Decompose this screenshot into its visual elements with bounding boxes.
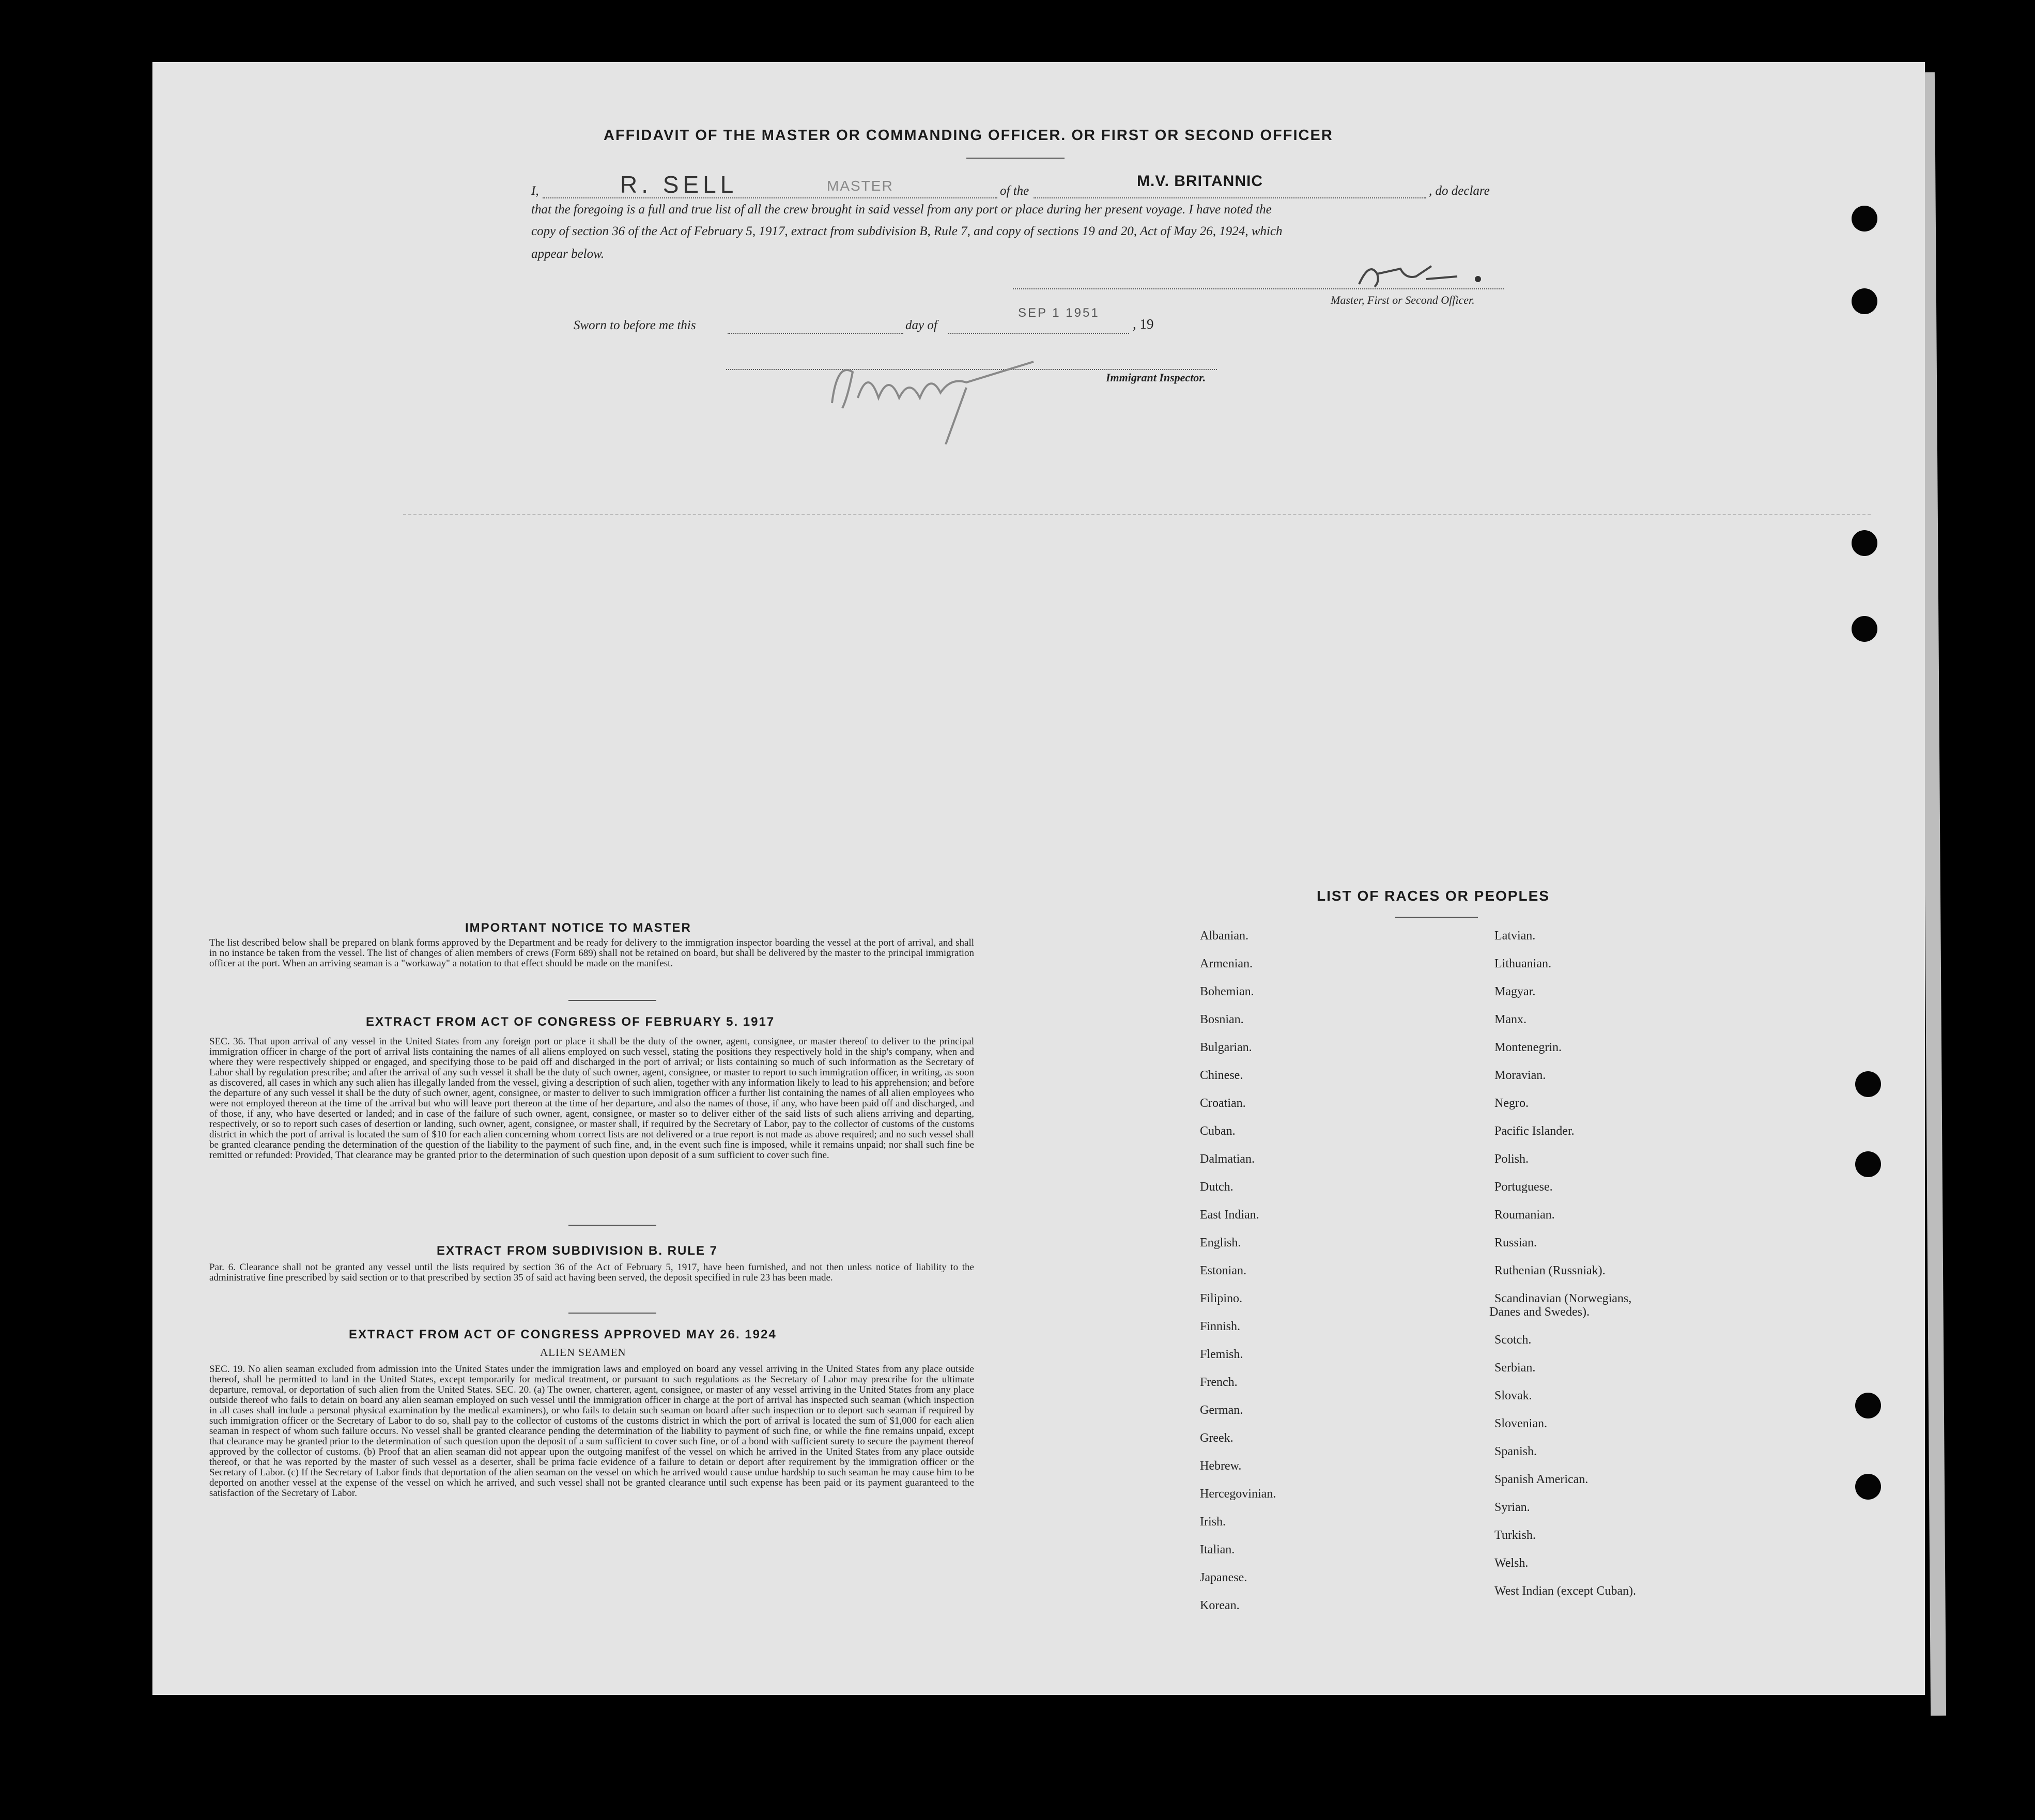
sworn-month-line: [948, 332, 1129, 334]
race-item: French.: [1200, 1376, 1238, 1389]
notice-heading: IMPORTANT NOTICE TO MASTER: [465, 921, 691, 935]
race-item: Ruthenian (Russniak).: [1494, 1264, 1606, 1277]
race-item: Italian.: [1200, 1543, 1235, 1556]
race-item: Syrian.: [1494, 1501, 1530, 1514]
extract-1917-heading: EXTRACT FROM ACT OF CONGRESS OF FEBRUARY 5. 1917: [366, 1015, 775, 1029]
affidavit-text-line-2: copy of section 36 of the Act of February 5, 1917, extract from subdivision B, Rule 7, and copy of sections 19 and 20, Act of May 26, 1924, which: [531, 224, 1283, 238]
race-item: Armenian.: [1200, 957, 1253, 970]
race-item: Filipino.: [1200, 1292, 1243, 1305]
race-item: Spanish American.: [1494, 1473, 1589, 1486]
race-item: Japanese.: [1200, 1571, 1247, 1584]
race-item: Hercegovinian.: [1200, 1487, 1276, 1501]
race-item: Finnish.: [1200, 1320, 1241, 1333]
subdivision-text: Par. 6. Clearance shall not be granted any vessel until the lists required by section 36 of the Act of February 5, 1917, have been furnished, and not then unless notice of liability to the administrative fine prescribed by said section or to that prescribed by section 35 of said act having been served, the deposit specified in rule 23 has been made.: [209, 1262, 974, 1283]
race-item: Bosnian.: [1200, 1013, 1244, 1026]
master-name: R. SELL: [620, 171, 738, 198]
race-item: Scotch.: [1494, 1333, 1532, 1347]
fold-line: [403, 514, 1871, 515]
race-item: Chinese.: [1200, 1069, 1243, 1082]
day-of-label: day of: [905, 318, 937, 332]
title-rule: [966, 158, 1065, 159]
punch-hole: [1855, 1393, 1881, 1418]
race-item: Spanish.: [1494, 1445, 1537, 1458]
race-item: Russian.: [1494, 1236, 1537, 1250]
race-item: West Indian (except Cuban).: [1494, 1584, 1636, 1598]
affidavit-title: AFFIDAVIT OF THE MASTER OR COMMANDING OFFICER. OR FIRST OR SECOND OFFICER: [604, 127, 1333, 144]
race-item: Welsh.: [1494, 1556, 1529, 1570]
race-item: Portuguese.: [1494, 1180, 1553, 1194]
inspector-signature: [816, 341, 1065, 444]
race-item: German.: [1200, 1403, 1243, 1417]
master-name-line: [543, 196, 997, 198]
race-item: Cuban.: [1200, 1124, 1236, 1138]
race-item: Turkish.: [1494, 1529, 1536, 1542]
divider: [568, 1000, 656, 1001]
race-item: Manx.: [1494, 1013, 1527, 1026]
race-item: Flemish.: [1200, 1348, 1243, 1361]
notice-text: The list described below shall be prepared on blank forms approved by the Department and be ready for delivery to the immigration inspector boarding the vessel at the port of arrival, and shall in no instance be taken from the vessel. The list of changes of alien members of crews (Form 689) shall not be retained on board, but shall be delivered by the master to the principal immigration officer at the port. When an arriving seaman is a "workaway" a notation to that effect should be made on the manifest.: [209, 937, 974, 969]
race-item: Bohemian.: [1200, 985, 1254, 998]
race-item: Albanian.: [1200, 929, 1248, 943]
sworn-day-line: [728, 332, 903, 334]
punch-hole: [1855, 1474, 1881, 1500]
affidavit-text-line-1: that the foregoing is a full and true list of all the crew brought in said vessel from any port or place during her present voyage. I have noted the: [531, 203, 1272, 217]
race-item: Estonian.: [1200, 1264, 1246, 1277]
master-signature: [1354, 258, 1499, 295]
race-item: Bulgarian.: [1200, 1041, 1252, 1054]
subdivision-heading: EXTRACT FROM SUBDIVISION B. RULE 7: [437, 1244, 718, 1258]
race-item: Serbian.: [1494, 1361, 1536, 1375]
punch-hole: [1852, 530, 1877, 556]
race-item: Moravian.: [1494, 1069, 1546, 1082]
race-item: Polish.: [1494, 1152, 1529, 1166]
race-item: Irish.: [1200, 1515, 1226, 1529]
race-item: Slovenian.: [1494, 1417, 1547, 1430]
sworn-label: Sworn to before me this: [574, 318, 696, 332]
punch-hole: [1852, 206, 1877, 232]
extract-1924-text: SEC. 19. No alien seaman excluded from admission into the United States under the immigration laws and employed on board any vessel arriving in the United States from any place outside thereof, shall be permitted to land in the United States, except temporarily for medical treatment, or pursuant to such regulations as the Secretary of Labor may prescribe for the ultimate departure, removal, or deportation of such alien from the United States. SEC. 20. (a) The owner, charterer, agent, consignee, or master of any vessel arriving in the United States from any place outside thereof who fails to detain on board any alien seaman employed on such vessel until the immigration officer in charge at the port of arrival has inspected such seaman (which inspection in all cases shall include a personal physical examination by the medical examiners), or who fails to detain such seaman on board after such inspection or to deport such seaman if required by such immigration officer or the Secretary of Labor to do so, shall pay to the collector of customs of the customs district in which the port of arrival is located the sum of $1,000 for each alien seaman in respect of whom such failure occurs. No vessel shall be granted clearance pending the determination of the liability to payment of such fine, or while the fine remains unpaid, except that clearance may be granted prior to the determination of such question upon the deposit of a sum sufficient to cover such fine, or of a bond with sufficient surety to secure the payment thereof approved by the collector of customs. (b) Proof that an alien seaman did not appear upon the outgoing manifest of the vessel on which he arrived in the United States from any place outside thereof, or that he was reported by the master of such vessel as a deserter, shall be prima facie evidence of a failure to detain or deport after requirement by the immigration officer or the Secretary of Labor. (c) If the Secretary of Labor finds that deportation of the alien seaman on the vessel on which he arrived would cause undue hardship to such seaman he may cause him to be deported on another vessel at the expense of the vessel on which he arrived, and such vessel shall not be granted clearance until such expense has been paid or its payment guaranteed to the satisfaction of the Secretary of Labor.: [209, 1364, 974, 1499]
punch-hole: [1852, 616, 1877, 642]
races-heading: LIST OF RACES OR PEOPLES: [1317, 888, 1550, 904]
inspector-caption: Immigrant Inspector.: [1106, 371, 1206, 384]
race-item: Korean.: [1200, 1599, 1240, 1612]
of-the-label: of the: [1000, 184, 1029, 198]
divider: [568, 1225, 656, 1226]
alien-seamen-subheading: ALIEN SEAMEN: [540, 1346, 626, 1359]
extract-1924-heading: EXTRACT FROM ACT OF CONGRESS APPROVED MAY 26. 1924: [349, 1328, 777, 1341]
race-item: Lithuanian.: [1494, 957, 1551, 970]
race-item: Slovak.: [1494, 1389, 1532, 1402]
signature-caption: Master, First or Second Officer.: [1331, 294, 1475, 306]
race-item: Negro.: [1494, 1097, 1529, 1110]
race-item: Roumanian.: [1494, 1208, 1555, 1222]
do-declare-label: , do declare: [1429, 184, 1490, 198]
race-item: Dalmatian.: [1200, 1152, 1255, 1166]
race-item: Magyar.: [1494, 985, 1536, 998]
punch-hole: [1852, 288, 1877, 314]
race-item: Croatian.: [1200, 1097, 1246, 1110]
punch-hole: [1855, 1071, 1881, 1097]
race-item: Hebrew.: [1200, 1459, 1242, 1473]
race-item: English.: [1200, 1236, 1241, 1250]
vessel-name: M.V. BRITANNIC: [1137, 173, 1263, 190]
punch-hole: [1855, 1151, 1881, 1177]
race-item: Pacific Islander.: [1494, 1124, 1575, 1138]
race-item: Greek.: [1200, 1431, 1234, 1445]
affidavit-text-line-3: appear below.: [531, 247, 605, 261]
race-item: Dutch.: [1200, 1180, 1234, 1194]
i-label: I,: [531, 184, 539, 198]
vessel-line: [1034, 196, 1426, 198]
rank-stamp: MASTER: [827, 178, 893, 194]
year-label: , 19: [1133, 316, 1154, 332]
race-item: East Indian.: [1200, 1208, 1259, 1222]
race-item: Montenegrin.: [1494, 1041, 1562, 1054]
date-stamp: SEP 1 1951: [1018, 306, 1100, 320]
extract-1917-text: SEC. 36. That upon arrival of any vessel in the United States from any foreign port or place it shall be the duty of the owner, agent, consignee, or master thereof to deliver to the principal immigration officer in charge of the port of arrival lists containing the names of all aliens employed on such vessel, stating the positions they respectively hold in the ship's company, when and where they were respectively shipped or engaged, and specifying those to be paid off and discharged in the port of arrival; or lists containing so much of such information as the Secretary of Labor shall by regulation prescribe; and after the arrival of any such vessel it shall be the duty of such owner, agent, consignee, or master to report to such immigration officer, in writing, as soon as discovered, all cases in which any such alien has illegally landed from the vessel, giving a description of such alien, together with any information likely to lead to his apprehension; and before the departure of any such vessel it shall be the duty of such owner, agent, consignee, or master to deliver to such immigration officer a further list containing the names of all alien employees who were not employed thereon at the time of the arrival but who will leave port thereon at the time of her departure, and also the names of those, if any, who have been paid off and discharged, and of those, if any, who have deserted or landed; and in case of the failure of such owner, agent, consignee, or master so to deliver either of the said lists of such aliens arriving and departing, respectively, or so to report such cases of desertion or landing, such owner, agent, consignee, or master shall, if required by the Secretary of Labor, pay to the collector of customs of the customs district in which the port of arrival is located the sum of $10 for each alien concerning whom correct lists are not delivered or a true report is not made as above required; and no such vessel shall be granted clearance pending the determination of the question of the liability to the payment of such fine, and, in the event such fine is imposed, while it remains unpaid; nor shall such fine be remitted or refunded: Provided, That clearance may be granted prior to the determination of such question upon deposit of a sum sufficient to cover such fine.: [209, 1036, 974, 1161]
race-item: Scandinavian (Norwegians,: [1494, 1292, 1632, 1305]
race-item: Latvian.: [1494, 929, 1536, 943]
race-item: Danes and Swedes).: [1489, 1305, 1590, 1319]
races-rule: [1395, 917, 1478, 918]
divider: [568, 1313, 656, 1314]
